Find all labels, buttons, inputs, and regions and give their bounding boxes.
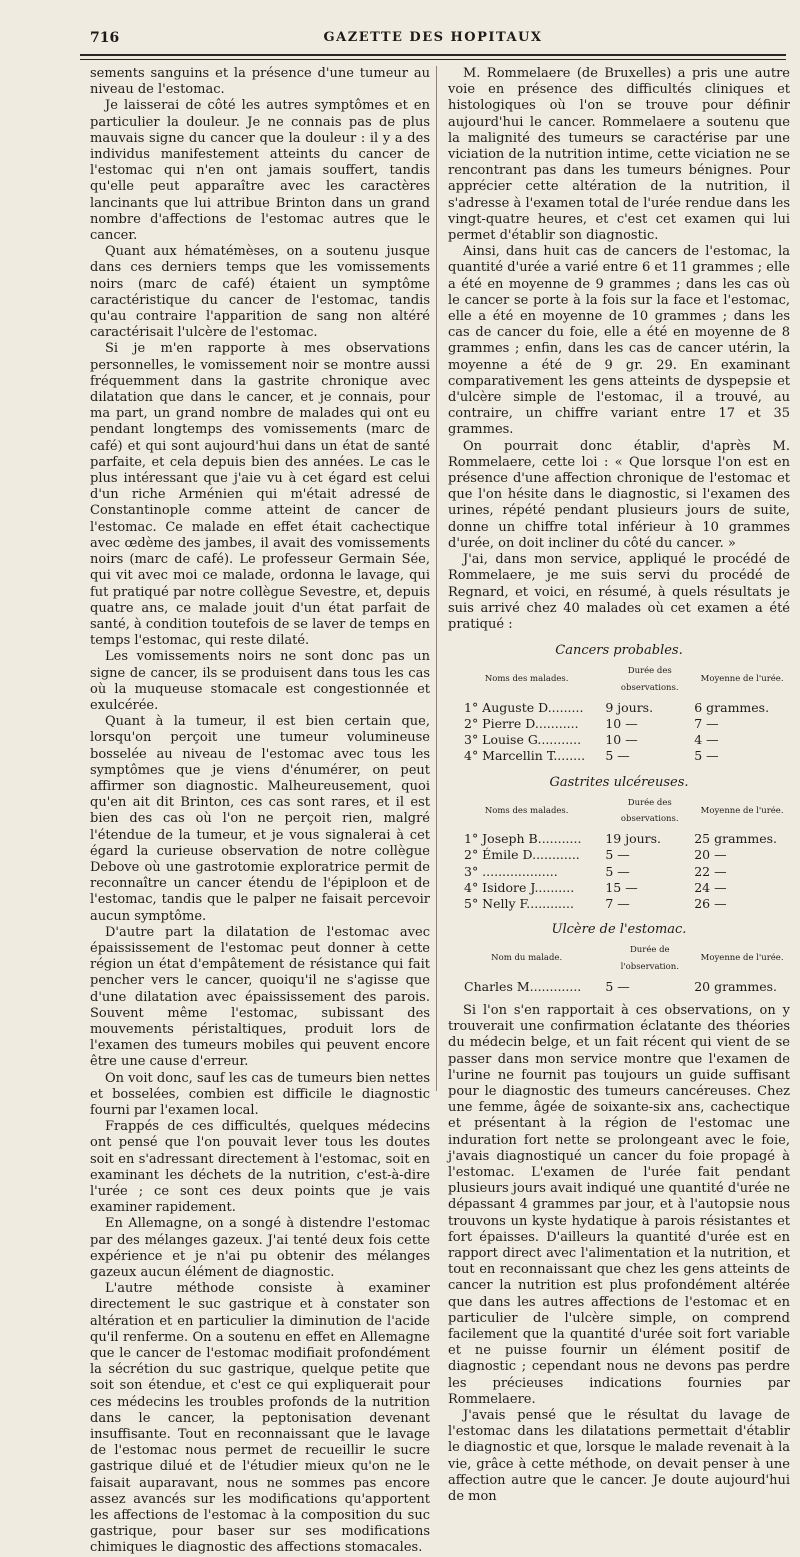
paragraph: On voit donc, sauf les cas de tumeurs bien nettes et bosselées, combien est difficile le diagnostic fourni par l'examen local. — [90, 1070, 430, 1118]
table-row — [448, 732, 790, 748]
table-row — [448, 896, 790, 912]
urea-average: 20 grammes. — [694, 978, 778, 994]
observation-duration: 5 — — [605, 748, 630, 764]
observation-duration: 5 — — [605, 847, 630, 863]
urea-average: 26 — — [694, 895, 727, 911]
table-row — [448, 847, 790, 863]
paragraph: Les vomissements noirs ne sont donc pas un signe de cancer, ils se produisent dans tous les cas où la muqueuse stomacale est congestionnée et exulcérée. — [90, 649, 430, 713]
patient-name: 4° Isidore J.......... — [464, 879, 575, 895]
table-row — [448, 880, 790, 896]
observation-duration: 5 — — [605, 978, 630, 994]
data-table — [448, 663, 790, 764]
patient-name: 3° Louise G........... — [464, 732, 582, 748]
column-header: Moyenne de l'urée. — [700, 953, 784, 964]
column-divider — [436, 66, 437, 1091]
paragraph: On pourrait donc établir, d'après M. Rommelaere, cette loi : « Que lorsque l'on est en présence d'une affection chronique de l'estomac et que l'on hésite dans le diagnostic, si l'examen des urines, répété pendant plusieurs jours de suite, donne un chiffre total inférieur à 10 grammes d'urée, on doit incliner du côté du cancer. » — [448, 438, 790, 551]
column-header: Durée des observations. — [620, 666, 679, 693]
table-row — [448, 979, 790, 995]
urea-average: 25 grammes. — [694, 831, 778, 847]
paragraph: Ainsi, dans huit cas de cancers de l'estomac, la quantité d'urée a varié entre 6 et 11 grammes ; elle a été en moyenne de 9 grammes ; dans les cas où le cancer se porte à la fois sur la face et l'estomac, elle a été en moyenne de 10 grammes ; dans les cas de cancer du foie, elle a été en moyenne de 8 grammes ; enfin, dans les cas de cancer utérin, la moyenne a été de 9 gr. 29. En examinant comparativement les gens atteints de dyspepsie et d'ulcère simple de l'estomac, il a trouvé, au contraire, un chiffre variant entre 17 et 35 grammes. — [448, 244, 790, 438]
paragraph: J'ai, dans mon service, appliqué le procédé de Rommelaere, je me suis servi du procédé de Regnard, et voici, en résumé, à quels résultats je suis arrivé chez 40 malades où cet examen a été pratiqué : — [448, 552, 790, 632]
urea-average: 7 — — [694, 715, 719, 731]
table-row — [448, 700, 790, 716]
paragraph: Quant à la tumeur, il est bien certain que, lorsqu'on perçoit une tumeur volumineuse bosselée au niveau de l'estomac avec tous les symptômes que je viens d'énumérer, on peut affirmer son diagnostic. Malheureusement, quoi qu'en ait dit Brinton, ces cas sont rares, et il est bien des cas où l'on ne perçoit rien, malgré l'étendue de la tumeur, et je vous signalerai à cet égard la curieuse observation de notre collègue Debove où une gastrotomie exploratrice permit de reconnaître un cancer étendu de l'épiploon et de l'estomac, tandis que le palper ne faisait percevoir aucun symptôme. — [90, 714, 430, 924]
column-header: Moyenne de l'urée. — [700, 805, 784, 816]
table-header-row — [448, 942, 790, 978]
table-title: Cancers probables. — [555, 643, 683, 659]
table-title: Ulcère de l'estomac. — [551, 922, 687, 938]
patient-name: Charles M............. — [464, 978, 582, 994]
table-row — [448, 831, 790, 847]
paragraph: Si l'on s'en rapportait à ces observations, on y trouverait une confirmation éclatante des théories du médecin belge, et un fait récent qui vient de se passer dans mon service montre que l'examen de l'urine ne fournit pas toujours un guide suffisant pour le diagnostic des tumeurs cancéreuses. Chez une femme, âgée de soixante-six ans, cachectique et présentant à la région de l'estomac une induration fort nette se prolongeant avec le foie, j'avais diagnostiqué un cancer du foie propagé à l'estomac. L'examen de l'urée fait pendant plusieurs jours avait indiqué une quantité d'urée ne dépassant 4 grammes par jour, et à l'autopsie nous trouvons un kyste hydatique à parois résistantes et fort épaisses. D'ailleurs la quantité d'urée est en rapport direct avec l'alimentation et la nutrition, et tout en reconnaissant que chez les gens atteints de cancer la nutrition est plus profondément altérée que dans les autres affections de l'estomac et en particulier de l'ulcère simple, on comprend facilement que la quantité d'urée soit fort variable et ne puisse fournir un élément positif de diagnostic ; cependant nous ne devons pas perdre les précieuses indications fournies par Rommelaere. — [448, 1002, 790, 1407]
paragraph: L'autre méthode consiste à examiner directement le suc gastrique et à constater son altération et en particulier la diminution de l'acide qu'il renferme. On a soutenu en effet en Allemagne que le cancer de l'estomac modifiait profondément la sécrétion du suc gastrique, quelque petite que soit son étendue, et c'est ce qui expliquerait pour ces médecins les troubles profonds de la nutrition dans le cancer, la peptonisation devenant insuffisante. Tout en reconnaissant que le lavage de l'estomac nous permet de recueillir le sucre gastrique dilué et de l'étudier mieux qu'on ne le faisait auparavant, nous ne sommes pas encore assez avancés sur les modifications qu'apportent les affections de l'estomac à la composition du suc gastrique, pour baser sur ses modifications chimiques le diagnostic des affections stomacales. — [90, 1281, 430, 1556]
left-column — [90, 66, 430, 1557]
table-header-row — [448, 795, 790, 831]
table-cancers-probables — [448, 643, 790, 764]
data-table — [448, 795, 790, 912]
table-title: Gastrites ulcéreuses. — [549, 774, 689, 790]
paragraph: J'avais pensé que le résultat du lavage de l'estomac dans les dilatations permettait d'établir le diagnostic et que, lorsque le malade revenait à la vie, grâce à cette méthode, on devait penser à une affection autre que le cancer. Je doute aujourd'hui de mon — [448, 1408, 790, 1505]
urea-average: 20 — — [694, 847, 727, 863]
observation-duration: 10 — — [605, 715, 638, 731]
paragraph: Quant aux hématémèses, on a soutenu jusque dans ces derniers temps que les vomissements noirs (marc de café) étaient un symptôme caractéristique du cancer de l'estomac, tandis qu'au contraire l'apparition de sang non altéré caractérisait l'ulcère de l'estomac. — [90, 244, 430, 341]
table-header-row — [448, 663, 790, 699]
observation-duration: 9 jours. — [605, 699, 654, 715]
patient-name: 4° Marcellin T........ — [464, 748, 586, 764]
patient-name: 1° Joseph B........... — [464, 831, 582, 847]
table-row — [448, 864, 790, 880]
observation-duration: 5 — — [605, 863, 630, 879]
page-header — [80, 30, 786, 52]
urea-average: 4 — — [694, 732, 719, 748]
column-header: Durée des observations. — [620, 797, 679, 824]
patient-name: 5° Nelly F............ — [464, 895, 574, 911]
urea-average: 22 — — [694, 863, 727, 879]
column-header: Nom du malade. — [491, 953, 563, 964]
observation-duration: 15 — — [605, 879, 638, 895]
header-rule-thin — [80, 59, 786, 60]
table-ulcere-estomac — [448, 922, 790, 995]
page-number: 716 — [90, 30, 120, 46]
urea-average: 24 — — [694, 879, 727, 895]
paragraph: En Allemagne, on a songé à distendre l'estomac par des mélanges gazeux. J'ai tenté deux fois cette expérience et je n'ai pu obtenir des mélanges gazeux aucun élément de diagnostic. — [90, 1216, 430, 1281]
paragraph: D'autre part la dilatation de l'estomac avec épaississement de l'estomac peut donner à cette région un état d'empâtement de résistance qui fait pencher vers le cancer, quoiqu'il ne s'agisse que d'une dilatation avec épaississement des parois. Souvent même l'estomac, subissant des mouvements péristaltiques, produit lors de l'examen des tumeurs mobiles qui peuvent encore être une cause d'erreur. — [90, 924, 430, 1070]
right-column — [448, 66, 790, 1505]
running-title: GAZETTE DES HOPITAUX — [323, 30, 543, 45]
paragraph: Frappés de ces difficultés, quelques médecins ont pensé que l'on pouvait lever tous les doutes soit en s'adressant directement à l'estomac, soit en examinant les déchets de la nutrition, c'est-à-dire l'urée ; ce sont ces deux points que je vais examiner rapidement. — [90, 1119, 430, 1216]
observation-duration: 7 — — [605, 895, 630, 911]
header-rule — [80, 54, 786, 56]
patient-name: 1° Auguste D......... — [464, 699, 584, 715]
column-header: Durée de l'observation. — [620, 945, 679, 972]
observation-duration: 10 — — [605, 732, 638, 748]
paragraph: Je laisserai de côté les autres symptômes et en particulier la douleur. Je ne connais pas de plus mauvais signe du cancer que la douleur : il y a des individus manifestement atteints du cancer de l'estomac qui n'en ont jamais souffert, tandis qu'elle peut apparaître avec les caractères lancinants que lui attribue Brinton dans un grand nombre d'affections de l'estomac autres que le cancer. — [90, 98, 430, 244]
patient-name: 3° ................... — [464, 863, 558, 879]
column-header: Noms des malades. — [484, 805, 569, 816]
table-row — [448, 716, 790, 732]
data-table — [448, 942, 790, 995]
column-header: Moyenne de l'urée. — [700, 674, 784, 685]
urea-average: 6 grammes. — [694, 699, 770, 715]
table-gastrites-ulcereuses — [448, 775, 790, 913]
urea-average: 5 — — [694, 748, 719, 764]
paragraph: Si je m'en rapporte à mes observations personnelles, le vomissement noir se montre aussi fréquemment dans la gastrite chronique avec dilatation que dans le cancer, et je connais, pour ma part, un grand nombre de malades qui ont eu pendant longtemps des vomissements (marc de café) et qui sont aujourd'hui dans un état de santé parfaite, et cela depuis bien des années. Le cas le plus intéressant que j'aie vu à cet égard est celui d'un riche Arménien qui m'était adressé de Constantinople comme atteint de cancer de l'estomac. Ce malade en effet était cachectique avec œdème des jambes, il avait des vomissements noirs (marc de café). Le professeur Germain Sée, qui vit avec moi ce malade, ordonna le lavage, qui fut pratiqué par notre collègue Sevestre, et, depuis quatre ans, ce malade jouit d'un état parfait de santé, à condition toutefois de se laver de temps en temps l'estomac, qui reste dilaté. — [90, 341, 430, 649]
paragraph: sements sanguins et la présence d'une tumeur au niveau de l'estomac. — [90, 66, 430, 98]
patient-name: 2° Pierre D........... — [464, 715, 579, 731]
observation-duration: 19 jours. — [605, 831, 662, 847]
table-row — [448, 748, 790, 764]
patient-name: 2° Émile D............ — [464, 847, 580, 863]
column-header: Noms des malades. — [484, 674, 569, 685]
paragraph: M. Rommelaere (de Bruxelles) a pris une autre voie en présence des difficultés cliniques et histologiques où l'on se trouve pour définir aujourd'hui le cancer. Rommelaere a soutenu que la malignité des tumeurs se caractérise par une viciation de la nutrition intime, cette viciation ne se rencontrant pas dans les tumeurs bénignes. Pour apprécier cette altération de la nutrition, il s'adresse à l'examen total de l'urée rendue dans les vingt-quatre heures, et c'est cet examen qui lui permet d'établir son diagnostic. — [448, 66, 790, 244]
